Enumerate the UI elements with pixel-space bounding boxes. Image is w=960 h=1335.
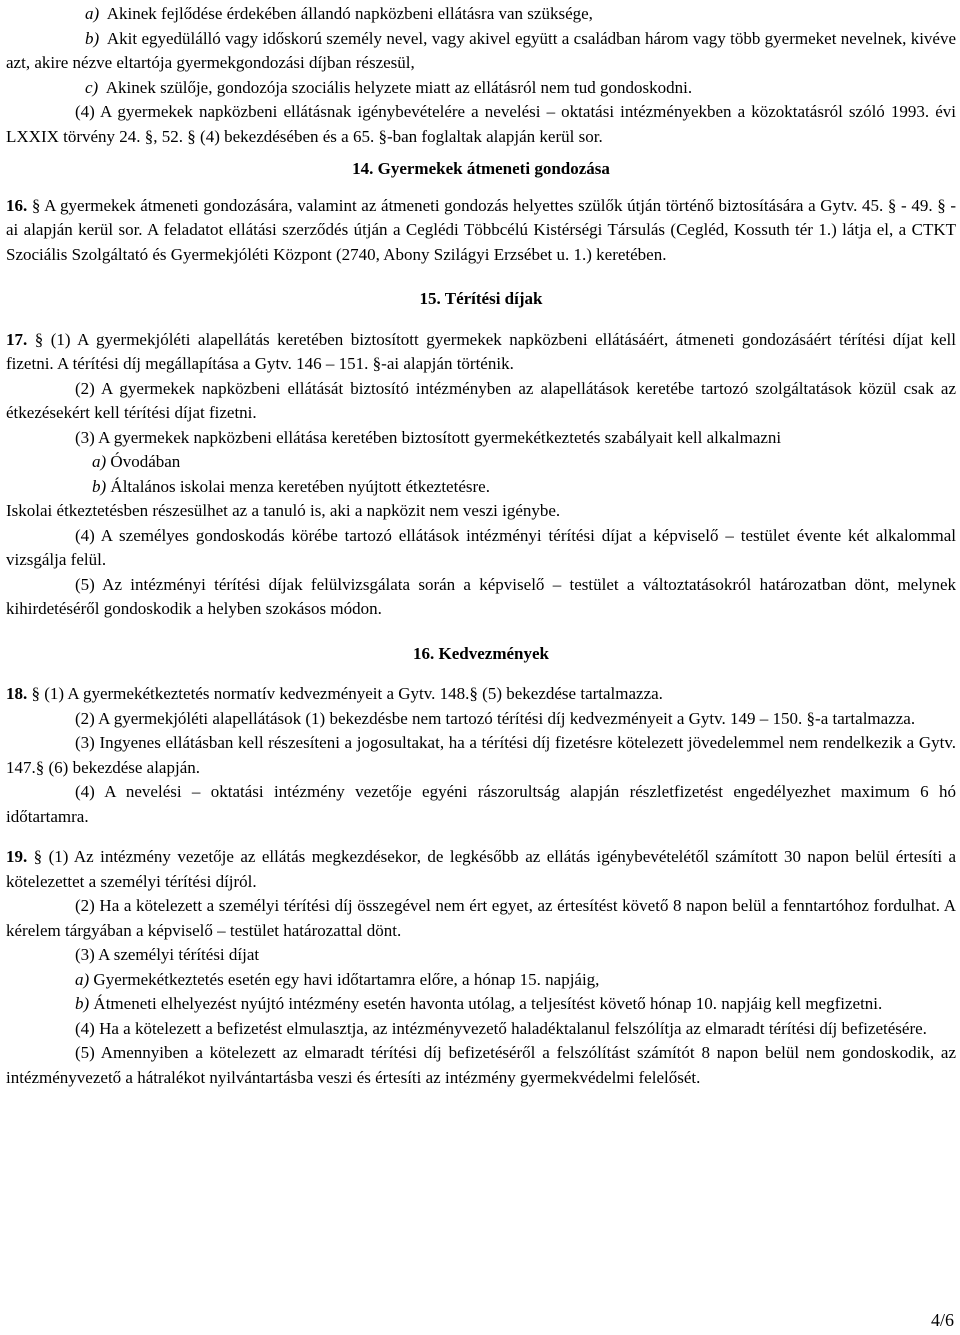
paragraph: 17. § (1) A gyermekjóléti alapellátás keretében biztosított gyermekek napközbeni ellátásáért, átmeneti gondozásáért térítési díjat kell fizetni. A térítési díj megállapítása a Gytv. 146 – 151. §-ai alapján történik. [6, 329, 956, 373]
paragraph: Iskolai étkeztetésben részesülhet az a tanuló is, aki a napközit nem veszi igénybe. [6, 501, 561, 520]
paragraph: (5) Az intézményi térítési díjak felülvizsgálata során a képviselő – testület a változtatásokról határozatban dönt, melynek kihirdetéséről gondoskodik a helyben szokásos módon. [6, 574, 956, 618]
list-item: a) Óvodában [92, 452, 181, 471]
section-heading: 15. Térítési díjak [419, 289, 543, 308]
paragraph: (4) A nevelési – oktatási intézmény vezetője egyéni rászorultság alapján részletfizetést engedélyezhet maximum 6 hó időtartamra. [6, 782, 956, 826]
paragraph: (3) Ingyenes ellátásban kell részesíteni a jogosultakat, ha a térítési díj fizetésre kötelezett jövedelemmel nem rendelkezik a Gytv. 147.§ (6) bekezdése alapján. [6, 733, 956, 777]
list-item-c: c) Akinek szülője, gondozója szociális helyzete miatt az ellátásról nem tud gondoskodni. [85, 77, 693, 97]
paragraph: (2) Ha a kötelezett a személyi térítési díj összegével nem ért egyet, az értesítést követő 8 napon belül a fenntartóhoz fordulhat. A kérelem tárgyában a képviselő – testület határozattal dönt. [6, 896, 956, 940]
paragraph: (3) A gyermekek napközbeni ellátása keretében biztosított gyermekétkeztetés szabályait kell alkalmazni [75, 427, 782, 447]
list-item-a: a) Akinek fejlődése érdekében állandó napközbeni ellátásra van szüksége, [85, 4, 593, 23]
paragraph: 16. § A gyermekek átmeneti gondozására, valamint az átmeneti gondozás helyettes szülők útján történő biztosítására a Gytv. 45. § - 49. § - ai alapján kerül sor. A feladatot ellátási szerződés útján a Ceglédi Többcélú Kistérségi Társulás (Cegléd, Kossuth tér 1.) látja el, a CTKT Szociális Szolgáltató és Gyermekjóléti Központ (2740, Abony Szilágyi Erzsébet u. 1.) keretében. [6, 195, 957, 264]
paragraph: (2) A gyermekek napközbeni ellátását biztosító intézményben az alapellátások keretébe tartozó szolgáltatások közül csak az étkezésekért kell térítési díjat fizetni. [6, 378, 956, 422]
paragraph: (4) A gyermekek napközbeni ellátásnak igénybevételére a nevelési – oktatási intézményekben a közoktatásról szóló 1993. évi LXXIX törvény 24. §, 52. § (4) bekezdésében és a 65. §-ban foglaltak alapján kerül sor. [6, 102, 956, 146]
paragraph: (2) A gyermekjóléti alapellátások (1) bekezdésbe nem tartozó térítési díj kedvezményeit a Gytv. 149 – 150. §-a tartalmazza. [75, 708, 916, 728]
list-item: a) Gyermekétkeztetés esetén egy havi időtartamra előre, a hónap 15. napjáig, [75, 969, 600, 989]
page-number: 4/6 [930, 1310, 954, 1330]
document-page [6, 2, 956, 1090]
section-heading: 16. Kedvezmények [413, 643, 549, 663]
paragraph: (3) A személyi térítési díjat [75, 945, 260, 964]
section-heading: 14. Gyermekek átmeneti gondozása [352, 159, 610, 178]
paragraph: 19. § (1) Az intézmény vezetője az ellátás megkezdésekor, de legkésőbb az ellátás igénybevételétől számított 30 napon belül értesíti a kötelezettet a személyi térítési díjról. [6, 847, 957, 891]
paragraph: (5) Amennyiben a kötelezett az elmaradt térítési díj befizetéséről a felszólítást számítót 8 napon belül nem gondoskodik, az intézményvezető a hátralékot nyilvántartásba veszi és értesíti az intézmény gyermekvédelmi felelősét. [6, 1043, 956, 1087]
list-item-b: b) Akit egyedülálló vagy időskorú személy nevel, vagy akivel együtt a családban három vagy több gyermeket nevelnek, kivéve azt, akire nézve eltartója gyermekgondozási díjban részesül, [6, 28, 957, 72]
paragraph: 18. § (1) A gyermekétkeztetés normatív kedvezményeit a Gytv. 148.§ (5) bekezdése tartalmazza. [6, 684, 663, 703]
paragraph: (4) A személyes gondoskodás körébe tartozó ellátások intézményi térítési díjat a képviselő – testület évente két alkalommal vizsgálja felül. [6, 525, 956, 569]
list-item: b) Általános iskolai menza keretében nyújtott étkeztetésre. [92, 476, 490, 496]
paragraph: (4) Ha a kötelezett a befizetést elmulasztja, az intézményvezető haladéktalanul felszólítja az elmaradt térítési díj befizetésére. [75, 1018, 927, 1038]
list-item: b) Átmeneti elhelyezést nyújtó intézmény esetén havonta utólag, a teljesítést követő hónap 10. napjáig kell megfizetni. [75, 994, 883, 1013]
